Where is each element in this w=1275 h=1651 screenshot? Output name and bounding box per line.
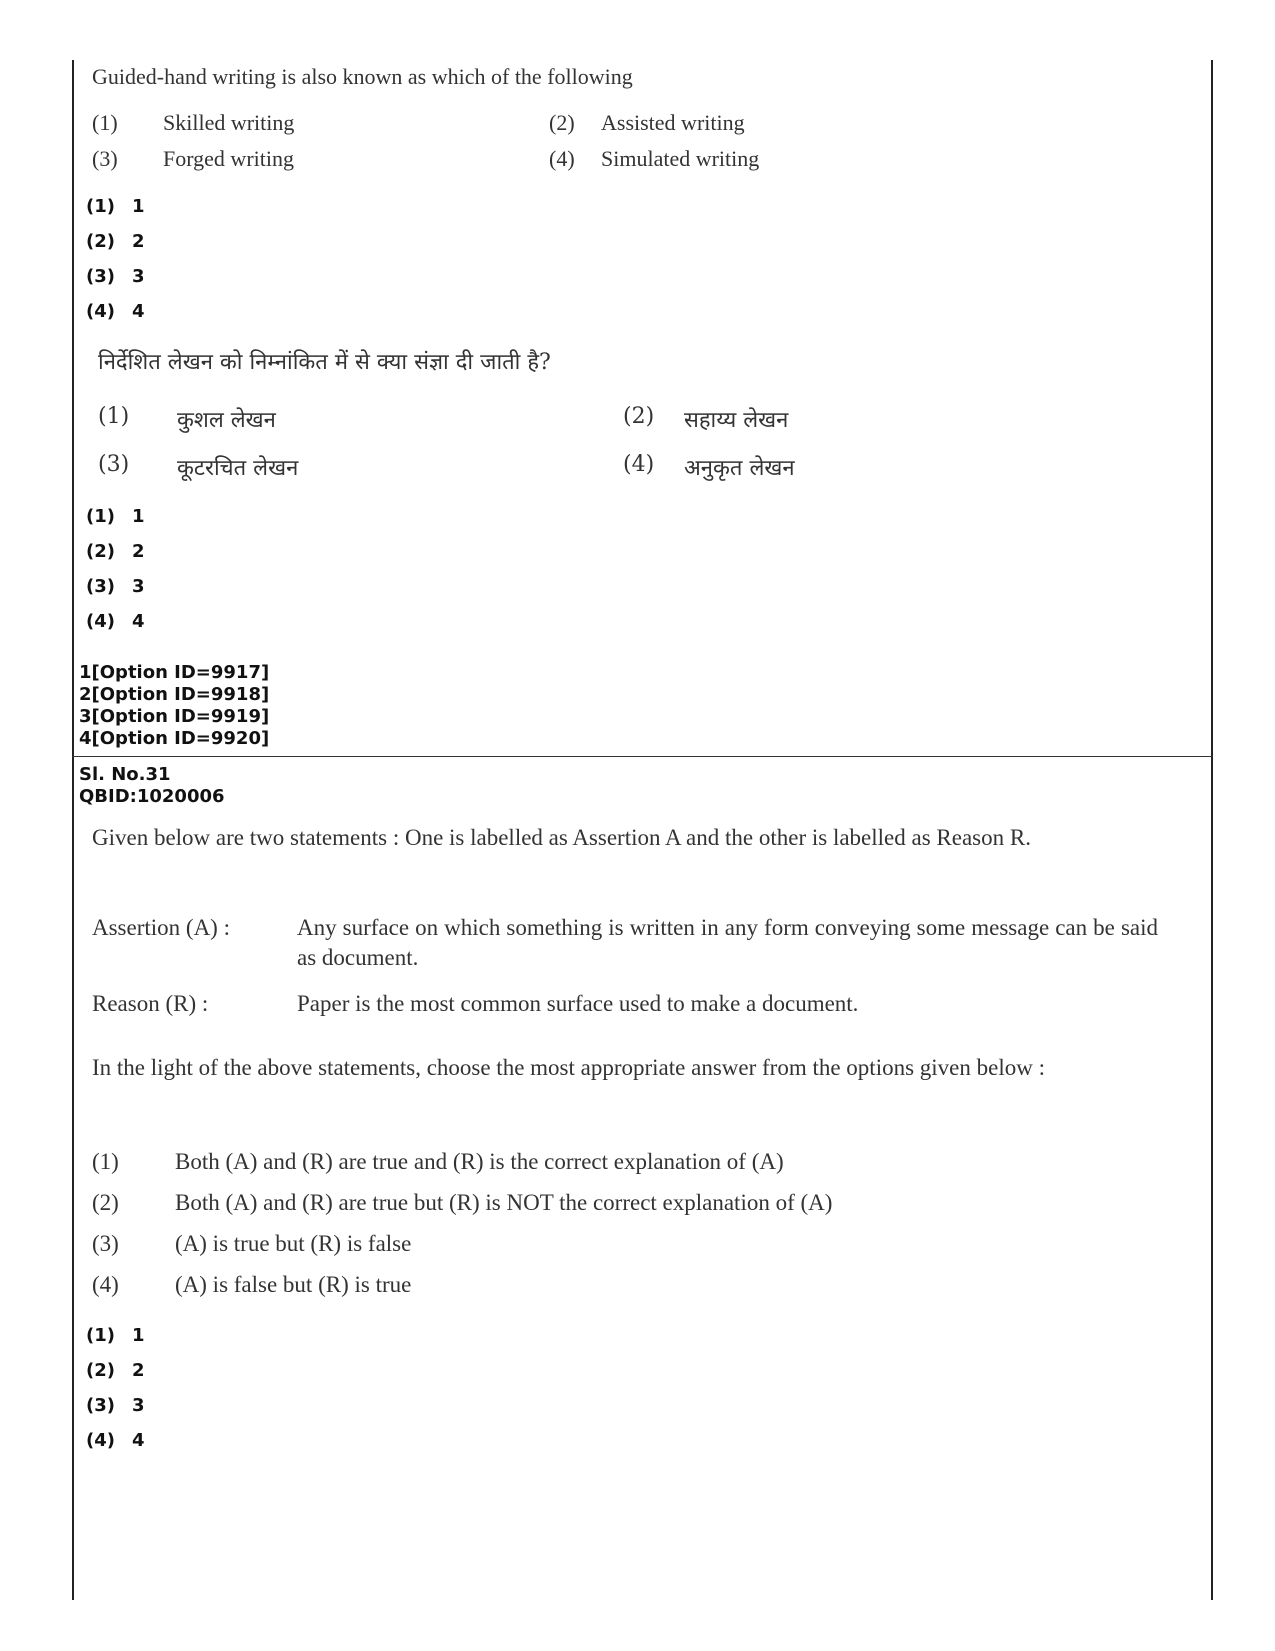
option-id: 1[Option ID=9917]: [79, 662, 270, 683]
option-text: अनुकृत लेखन: [684, 456, 795, 481]
answer-choice[interactable]: [86, 196, 145, 217]
option-number: (4): [92, 1272, 119, 1297]
option-text: सहाय्य लेखन: [684, 408, 789, 433]
answer-choice-value: 2: [132, 541, 145, 562]
answer-choice-number: (2): [86, 541, 115, 562]
option-number: (3): [92, 146, 118, 171]
answer-choice-value: 2: [132, 231, 145, 252]
option-id: 4[Option ID=9920]: [79, 728, 270, 749]
question-bank-id: QBID:1020006: [79, 786, 225, 807]
answer-choice-value: 1: [132, 506, 145, 527]
question-intro: Given below are two statements : One is labelled as Assertion A and the other is labelled as Reason R.: [92, 825, 1031, 850]
answer-choice-value: 3: [132, 1395, 145, 1416]
answer-choice-number: (3): [86, 576, 115, 597]
option-text: Both (A) and (R) are true and (R) is the correct explanation of (A): [175, 1149, 784, 1174]
answer-choice[interactable]: [86, 1360, 145, 1381]
assertion-label: Assertion (A) :: [92, 915, 230, 940]
option-number: (4): [623, 452, 655, 477]
answer-choice-number: (4): [86, 301, 115, 322]
answer-choice-value: 2: [132, 1360, 145, 1381]
answer-choice[interactable]: [86, 506, 145, 527]
answer-choice[interactable]: [86, 266, 145, 287]
option-number: (1): [98, 404, 130, 429]
option-number: (1): [92, 110, 118, 135]
option-id: 3[Option ID=9919]: [79, 706, 270, 727]
answer-choice[interactable]: [86, 231, 145, 252]
answer-choice-value: 4: [132, 611, 145, 632]
answer-choice-number: (1): [86, 506, 115, 527]
answer-choice[interactable]: [86, 611, 145, 632]
reason-text: Paper is the most common surface used to make a document.: [297, 991, 859, 1016]
answer-choice-number: (4): [86, 611, 115, 632]
page-border-right: [1211, 60, 1213, 1600]
answer-choice-number: (2): [86, 231, 115, 252]
answer-choice-value: 1: [132, 196, 145, 217]
answer-choice-value: 3: [132, 266, 145, 287]
option-number: (2): [623, 404, 655, 429]
answer-choice-number: (3): [86, 266, 115, 287]
answer-choice[interactable]: [86, 301, 145, 322]
answer-choice[interactable]: [86, 541, 145, 562]
option-id: 2[Option ID=9918]: [79, 684, 270, 705]
answer-choice-number: (1): [86, 196, 115, 217]
answer-choice[interactable]: [86, 1395, 145, 1416]
option-text: Forged writing: [163, 146, 294, 171]
question-stem-hi: निर्देशित लेखन को निम्नांकित में से क्या संज्ञा दी जाती है?: [98, 350, 551, 375]
option-number: (1): [92, 1149, 119, 1174]
option-text: Simulated writing: [601, 146, 760, 171]
option-number: (2): [549, 110, 575, 135]
answer-choice-value: 4: [132, 301, 145, 322]
question-divider: [72, 756, 1213, 757]
option-text: (A) is false but (R) is true: [175, 1272, 412, 1297]
serial-number: Sl. No.31: [79, 764, 171, 785]
answer-choice-number: (2): [86, 1360, 115, 1381]
option-number: (4): [549, 146, 575, 171]
answer-choice-number: (4): [86, 1430, 115, 1451]
answer-choice-value: 1: [132, 1325, 145, 1346]
reason-label: Reason (R) :: [92, 991, 209, 1016]
question-instruction: In the light of the above statements, choose the most appropriate answer from the options given below :: [92, 1055, 1045, 1080]
answer-choice[interactable]: [86, 1325, 145, 1346]
option-text: Assisted writing: [601, 110, 745, 135]
answer-choice-value: 4: [132, 1430, 145, 1451]
option-number: (2): [92, 1190, 119, 1215]
answer-choice-number: (3): [86, 1395, 115, 1416]
question-stem-en: Guided-hand writing is also known as which of the following: [92, 64, 633, 89]
option-text: कुशल लेखन: [177, 408, 276, 433]
option-text: (A) is true but (R) is false: [175, 1231, 412, 1256]
answer-choice-value: 3: [132, 576, 145, 597]
option-number: (3): [98, 452, 130, 477]
answer-choice-number: (1): [86, 1325, 115, 1346]
answer-choice[interactable]: [86, 1430, 145, 1451]
option-text: Both (A) and (R) are true but (R) is NOT the correct explanation of (A): [175, 1190, 833, 1215]
assertion-text: Any surface on which something is written in any form conveying some message can be said as document.: [297, 915, 1158, 970]
option-text: Skilled writing: [163, 110, 295, 135]
option-text: कूटरचित लेखन: [177, 456, 299, 481]
option-number: (3): [92, 1231, 119, 1256]
answer-choice[interactable]: [86, 576, 145, 597]
page-border-left: [72, 60, 74, 1600]
